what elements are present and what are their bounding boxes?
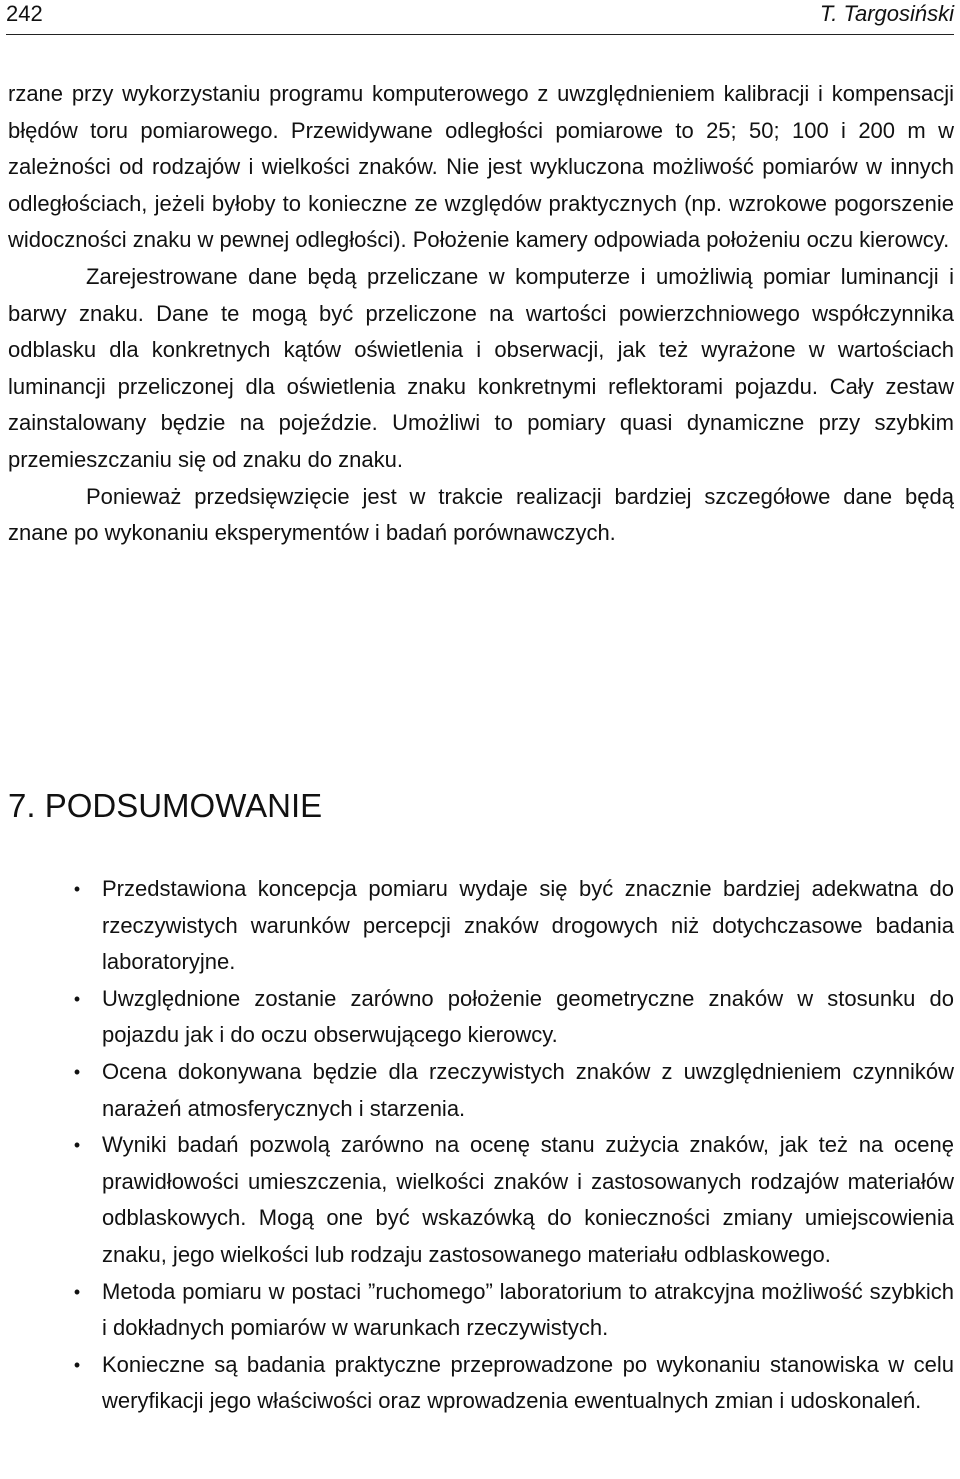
page-header [6, 0, 954, 35]
list-item [0, 1127, 960, 1273]
bullet-icon: • [73, 1135, 81, 1156]
page-number: 242 [6, 1, 43, 26]
list-item [0, 871, 960, 981]
paragraph: Ponieważ przedsięwzięcie jest w trakcie realizacji bardziej szczegółowe dane będą znane po wykonaniu eksperymentów i badań porównawczych. [8, 483, 954, 546]
running-head-author: T. Targosiński [819, 1, 954, 26]
bullet-icon: • [73, 1354, 81, 1375]
body-text [8, 76, 954, 552]
list-item-text: Wyniki badań pozwolą zarówno na ocenę stanu zużycia znaków, jak też na ocenę prawidłowości umieszczenia, wielkości znaków i zastosowanych rodzajów materiałów odblaskowych. Mogą one być wskazówką do konieczności zmiany umiejscowienia znaku, jego wielkości lub rodzaju zastosowanego materiału odblaskowego. [102, 1132, 954, 1267]
section-heading: 7. PODSUMOWANIE [8, 787, 323, 824]
list-item [0, 1054, 960, 1127]
list-item-text: Konieczne są badania praktyczne przeprowadzone po wykonaniu stanowiska w celu weryfikacji jego właściwości oraz wprowadzenia ewentualnych zmian i udoskonaleń. [102, 1351, 954, 1414]
list-item-text: Metoda pomiaru w postaci ”ruchomego” laboratorium to atrakcyjna możliwość szybkich i dokładnych pomiarów w warunkach rzeczywistych. [102, 1278, 954, 1341]
summary-bullet-list [0, 871, 960, 1420]
list-item-text: Uwzględnione zostanie zarówno położenie geometryczne znaków w stosunku do pojazdu jak i do oczu obserwującego kierowcy. [102, 985, 954, 1048]
list-item-text: Przedstawiona koncepcja pomiaru wydaje się być znacznie bardziej adekwatna do rzeczywistych warunków percepcji znaków drogowych niż dotychczasowe badania laboratoryjne. [102, 876, 954, 975]
paragraph: Zarejestrowane dane będą przeliczane w komputerze i umożliwią pomiar luminancji i barwy znaku. Dane te mogą być przeliczone na wartości powierzchniowego współczynnika odblasku dla konkretnych kątów oświetlenia i obserwacji, jak też wyrażone w wartościach luminancji przeliczonej dla oświetlenia znaku konkretnymi reflektorami pojazdu. Cały zestaw zainstalowany będzie na pojeździe. Umożliwi to pomiary quasi dynamiczne przy szybkim przemieszczaniu się od znaku do znaku. [8, 263, 954, 472]
bullet-icon: • [73, 1281, 81, 1302]
paragraph: rzane przy wykorzystaniu programu komputerowego z uwzględnieniem kalibracji i kompensacji błędów toru pomiarowego. Przewidywane odległości pomiarowe to 25; 50; 100 i 200 m w zależności od rodzajów i wielkości znaków. Nie jest wykluczona możliwość pomiarów w innych odległościach, jeżeli byłoby to konieczne ze względów praktycznych (np. wzrokowe pogorszenie widoczności znaku w pewnej odległości). Położenie kamery odpowiada położeniu oczu kierowcy. [8, 81, 954, 253]
bullet-icon: • [73, 879, 81, 899]
bullet-icon: • [73, 988, 81, 1009]
list-item-text: Ocena dokonywana będzie dla rzeczywistych znaków z uwzględnieniem czynników narażeń atmosferycznych i starzenia. [102, 1058, 954, 1121]
list-item [0, 1274, 960, 1347]
bullet-icon: • [73, 1061, 81, 1082]
list-item [0, 1347, 960, 1420]
list-item [0, 981, 960, 1054]
